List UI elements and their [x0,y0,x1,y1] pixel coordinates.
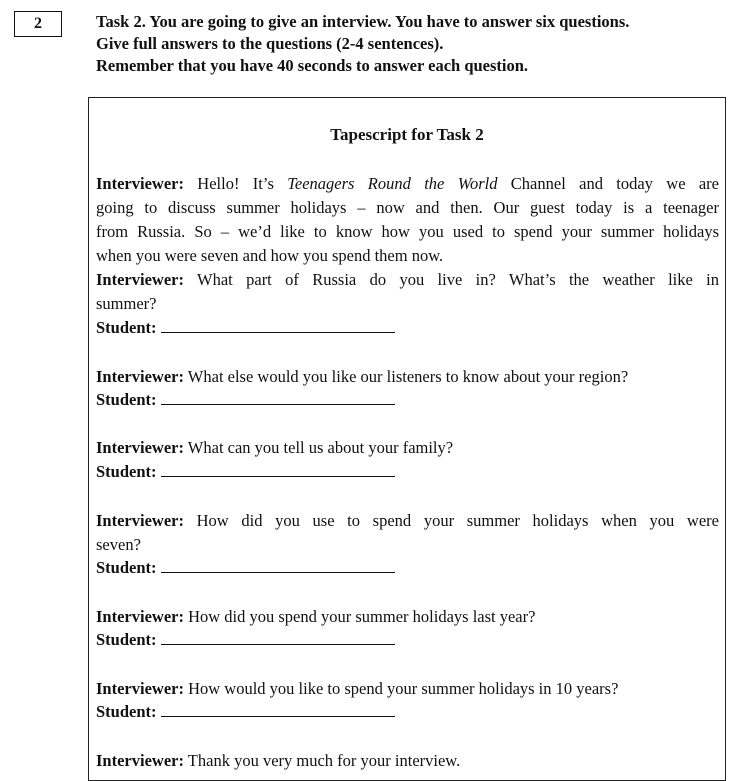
student-answer-5 [96,628,719,652]
student-answer-3 [96,460,719,484]
student-label: Student: [96,462,157,481]
question-1-line-1 [96,268,719,292]
closing-line [96,749,719,773]
intro-line-3: from Russia. So – we’d like to know how you used to spend your summer holidays [96,222,719,241]
student-answer-2 [96,388,719,412]
student-answer-4 [96,556,719,580]
question-5-text: How did you spend your summer holidays last year? [183,607,536,626]
interviewer-label: Interviewer: [96,679,184,698]
question-4-text: How did you use to spend your summer holidays when you were [183,511,719,530]
question-5-line-1 [96,605,719,629]
question-1-line-2: summer? [96,294,157,313]
question-2-line-1 [96,365,719,389]
question-2-text: What else would you like our listeners to know about your region? [183,367,629,386]
student-label: Student: [96,630,157,649]
intro-text: Channel and today we are [497,174,719,193]
task-instructions [96,11,736,77]
intro-line-1 [96,172,719,196]
student-label: Student: [96,318,157,337]
interviewer-label: Interviewer: [96,367,184,386]
student-label: Student: [96,390,157,409]
interviewer-label: Interviewer: [96,607,184,626]
instruction-line-3: Remember that you have 40 seconds to answer each question. [96,56,529,75]
interviewer-label: Interviewer: [96,511,184,530]
interviewer-label: Interviewer: [96,270,184,289]
answer-blank-3[interactable] [161,460,395,477]
instruction-line-1: Task 2. You are going to give an interview. You have to answer six questions. [96,12,630,31]
question-4-line-2: seven? [96,535,141,554]
question-3-line-1 [96,436,719,460]
interviewer-label: Interviewer: [96,751,184,770]
instruction-line-2: Give full answers to the questions (2-4 sentences). [96,34,444,53]
channel-name: Teenagers Round the World [287,174,498,193]
closing-text: Thank you very much for your interview. [183,751,461,770]
interviewer-label: Interviewer: [96,174,184,193]
question-1-text: What part of Russia do you live in? What’s the weather like in [183,270,719,289]
task-number-box: 2 [14,11,62,37]
interviewer-label: Interviewer: [96,438,184,457]
intro-line-2: going to discuss summer holidays – now and then. Our guest today is a teenager [96,198,719,217]
student-label: Student: [96,558,157,577]
tapescript-box [88,97,726,781]
answer-blank-1[interactable] [161,316,395,333]
intro-line-4: when you were seven and how you spend them now. [96,246,444,265]
answer-blank-5[interactable] [161,628,395,645]
answer-blank-2[interactable] [161,388,395,405]
student-answer-6 [96,700,719,724]
question-6-line-1 [96,677,719,701]
question-4-line-1 [96,509,719,533]
intro-text: Hello! It’s [183,174,288,193]
answer-blank-6[interactable] [161,700,395,717]
tapescript-title: Tapescript for Task 2 [330,125,484,144]
question-3-text: What can you tell us about your family? [183,438,454,457]
student-label: Student: [96,702,157,721]
question-6-text: How would you like to spend your summer holidays in 10 years? [183,679,619,698]
answer-blank-4[interactable] [161,556,395,573]
student-answer-1 [96,316,719,340]
